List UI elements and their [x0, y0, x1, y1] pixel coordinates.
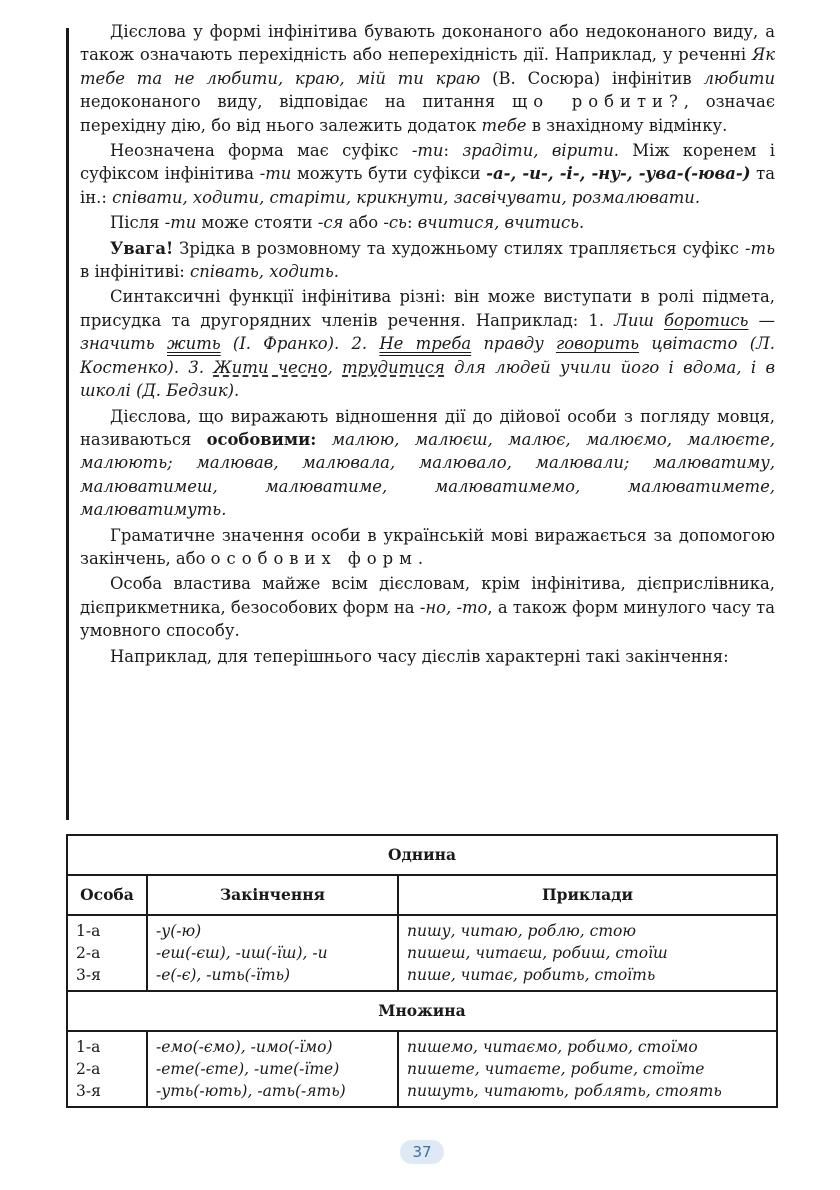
paragraph-personal-verbs: Дієслова, що виражають відношення дії до дійової особи з погляду мовця, називаються особовими: малюю, малюєш, малює, малюємо, малюєте, малюють; малював, малювала, малювало, малювали; малюватиму, малюватимеш, малюватиме, малюватимемо, малюватимете, малюватимуть.	[80, 406, 775, 520]
attention-label: Увага!	[110, 238, 174, 258]
header-examples: Приклади	[398, 875, 777, 915]
paragraph-grammatical-person: Граматичне значення особи в українській мові виражається за допомогою закінчень, або особових форм.	[80, 525, 775, 568]
singular-title: Однина	[67, 835, 777, 875]
table-section-header	[67, 835, 777, 875]
table-section-header	[67, 991, 777, 1031]
singular-endings-cell: -у(-ю) -еш(-єш), -иш(-їш), -и -е(-є), -ить(-їть)	[147, 915, 398, 991]
paragraph-person-exceptions: Особа властива майже всім дієсловам, крім інфінітива, дієприслівника, дієприкметника, безособових форм на -но, -то, а також форм минулого часу та умовного способу.	[80, 574, 775, 641]
endings-table	[66, 834, 778, 1108]
paragraph-infinitive-aspect: Дієслова у формі інфінітива бувають доконаного або недоконаного виду, а також означають перехідність або неперехідність дії. Наприклад, у реченні Як тебе та не любити, краю, мій ти краю (В. Сосюра) інфінітив любити недоконаного виду, відповідає на питання що робити?, означає перехідну дію, бо від нього залежить додаток тебе в знахідному відмінку.	[80, 22, 776, 135]
table-header-row	[67, 875, 777, 915]
paragraph-reflexive: Після -ти може стояти -ся або -сь: вчитися, вчитись.	[110, 213, 585, 233]
margin-rule	[66, 28, 69, 820]
singular-persons-cell: 1-а 2-а 3-я	[67, 915, 147, 991]
page-number: 37	[400, 1140, 444, 1164]
paragraph-suffix-ty: Неозначена форма має суфікс -ти: зрадіти, вірити. Між коренем і суфіксом інфінітива -ти можуть бути суфікси -а-, -и-, -і-, -ну-, -ува-(-юва-) та ін.: співати, ходити, старіти, крикнути, засвічувати, розмалювати.	[80, 141, 776, 207]
table-row-singular	[67, 915, 777, 991]
plural-title: Множина	[67, 991, 777, 1031]
body-text	[80, 20, 775, 668]
singular-examples-cell: пишу, читаю, роблю, стою пишеш, читаєш, робиш, стоїш пише, читає, робить, стоїть	[398, 915, 777, 991]
plural-persons-cell: 1-а 2-а 3-я	[67, 1031, 147, 1107]
table-row-plural	[67, 1031, 777, 1107]
paragraph-attention: Увага! Зрідка в розмовному та художньому стилях трапляється суфікс -ть в інфінітиві: співать, ходить.	[80, 238, 775, 282]
plural-endings-cell: -емо(-ємо), -имо(-їмо) -ете(-єте), -ите(-їте) -уть(-ють), -ать(-ять)	[147, 1031, 398, 1107]
paragraph-table-intro: Наприклад, для теперішнього часу дієслів характерні такі закінчення:	[110, 646, 729, 666]
paragraph-syntax: Синтаксичні функції інфінітива різні: він може виступати в ролі підмета, присудка та другорядних членів речення. Наприклад: 1. Лиш боротись — значить жить (І. Франко). 2. Не треба правду говорить цвітасто (Л. Костенко). 3. Жити чесно, трудитися для людей учили його і вдома, і в школі (Д. Бедзик).	[80, 287, 776, 401]
header-endings: Закінчення	[147, 875, 398, 915]
plural-examples-cell: пишемо, читаємо, робимо, стоїмо пишете, читаєте, робите, стоїте пишуть, читають, роблять, стоять	[398, 1031, 777, 1107]
header-person: Особа	[67, 875, 147, 915]
